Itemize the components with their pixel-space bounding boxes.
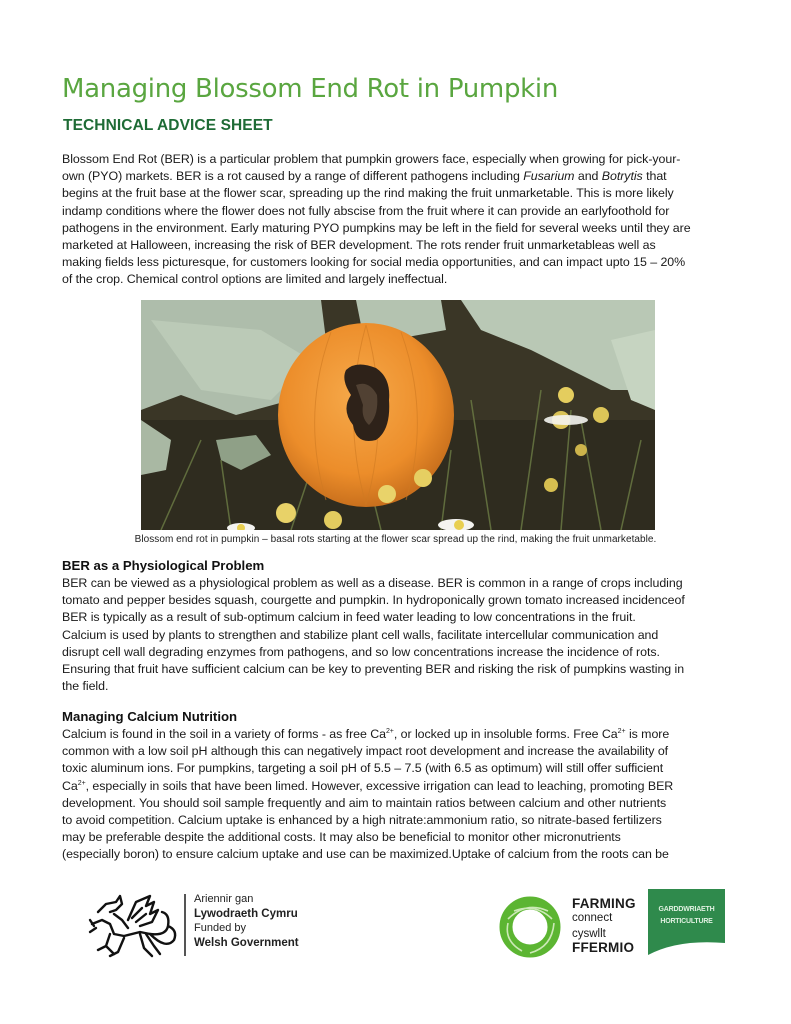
text-line [62,168,726,185]
text-line [62,726,726,743]
charge-superscript: 2+ [385,728,394,735]
text-span: , or locked up in insoluble forms. Free Ca [393,727,618,741]
cyswllt-label: cyswllt [572,928,606,940]
text-line: begins at the fruit base at the flower scar, spreading up the rind making the fruit unmarketable. This is more likely [62,186,674,201]
horticulture-label: HORTICULTURE [660,918,713,925]
charge-superscript: 2+ [617,728,626,735]
text-line: BER can be viewed as a physiological problem as well as a disease. BER is common in a range of crops including [62,576,683,590]
text-span: Ca [62,778,78,793]
welsh-government-logo [88,890,308,962]
text-line: (especially boron) to ensure calcium uptake and use can be maximized.Uptake of calcium from the roots can be [62,847,669,862]
text-line: of the crop. Chemical control options are limited and largely ineffectual. [62,272,448,287]
text-line: indamp conditions where the flower does not fully abscise from the fruit where it can provide an earlyfoothold for [62,203,670,218]
text-line: may be preferable despite the additional costs. It may also be beneficial to monitor other micronutrients [62,830,621,845]
pumpkin-photo [141,300,655,530]
physiological-paragraph [62,575,726,695]
text-span: Calcium is found in the soil in a variety of forms - as free Ca [62,727,386,741]
farming-label: FARMING [572,896,636,911]
pathogen-name: Fusarium [523,169,575,184]
pumpkin-photo-illustration [141,300,655,530]
photo-caption: Blossom end rot in pumpkin – basal rots starting at the flower scar spread up the rind, making the fruit unmarketable. [134,534,657,545]
farming-connect-ring-icon [496,893,564,961]
charge-superscript: 2+ [77,779,86,787]
farming-connect-text [572,897,636,955]
logo-divider [184,894,186,956]
text-span: that [642,169,667,184]
text-line: BER is typically as a result of sub-optimum calcium in feed water leading to low concentrations in the fruit. [62,610,636,625]
page-title: Managing Blossom End Rot in Pumpkin [62,74,559,104]
text-line: tomato and pepper besides squash, courgette and pumpkin. In hydroponically grown tomato increased incidenceof [62,593,685,608]
text-line: the field. [62,679,109,694]
text-line: to avoid competition. Calcium uptake is enhanced by a high nitrate:ammonium ratio, so nitrate-based fertilizers [62,813,662,828]
welsh-dragon-icon [88,890,180,962]
welsh-government-name-english: Welsh Government [194,936,299,949]
text-line: marketed at Halloween, increasing the risk of BER development. The rots render fruit unmarketableas well as [62,238,656,253]
ffermio-label: FFERMIO [572,940,635,955]
welsh-government-text [194,892,299,950]
text-span: and [574,169,602,184]
text-line [62,778,726,795]
pathogen-name: Botrytis [601,169,643,184]
text-line: Calcium is used by plants to strengthen and stabilize plant cell walls, facilitate intercellular communication and [62,627,659,642]
text-line: making fields less picturesque, for customers looking for social media opportunities, and can impact upto 15 – 20% [62,255,686,270]
garddwriaeth-label: GARDDWRIAETH [658,906,715,913]
text-line: pathogens in the environment. Early maturing PYO pumpkins may be left in the field for several weeks until they are [62,220,691,235]
text-span: own (PYO) markets. BER is a rot caused by a range of different pathogens including [62,169,524,184]
text-line: development. You should soil sample frequently and aim to maintain ratios between calcium and other nutrients [62,795,667,810]
calcium-paragraph [62,726,726,864]
text-line: toxic aluminum ions. For pumpkins, targeting a soil pH of 5.5 – 7.5 (with 6.5 as optimum) will still offer sufficient [62,761,664,776]
horticulture-logo [648,889,725,964]
intro-paragraph [62,151,726,289]
text-line: disrupt cell wall degrading enzymes from pathogens, and so low concentrations increase the incidence of rots. [62,644,660,659]
section-heading-physiological: BER as a Physiological Problem [62,558,265,573]
text-span: , especially in soils that have been limed. However, excessive irrigation can lead to leaching, promoting BER [85,778,674,793]
text-span: is more [625,727,670,741]
welsh-government-name-welsh: Lywodraeth Cymru [194,907,298,920]
funded-by-english: Funded by [194,922,246,934]
horticulture-swoosh-icon [648,889,725,964]
page-subtitle: TECHNICAL ADVICE SHEET [63,117,273,134]
connect-label: connect [572,912,613,924]
text-line: common with a low soil pH although this can negatively impact root development and increase the availability of [62,744,669,759]
funded-by-welsh: Ariennir gan [194,893,254,905]
text-line: Ensuring that fruit have sufficient calcium can be key to preventing BER and risking the risk of pumpkins wasting in [62,662,685,677]
text-line: Blossom End Rot (BER) is a particular problem that pumpkin growers face, especially when growing for pick-your- [62,152,681,166]
section-heading-calcium: Managing Calcium Nutrition [62,709,238,724]
